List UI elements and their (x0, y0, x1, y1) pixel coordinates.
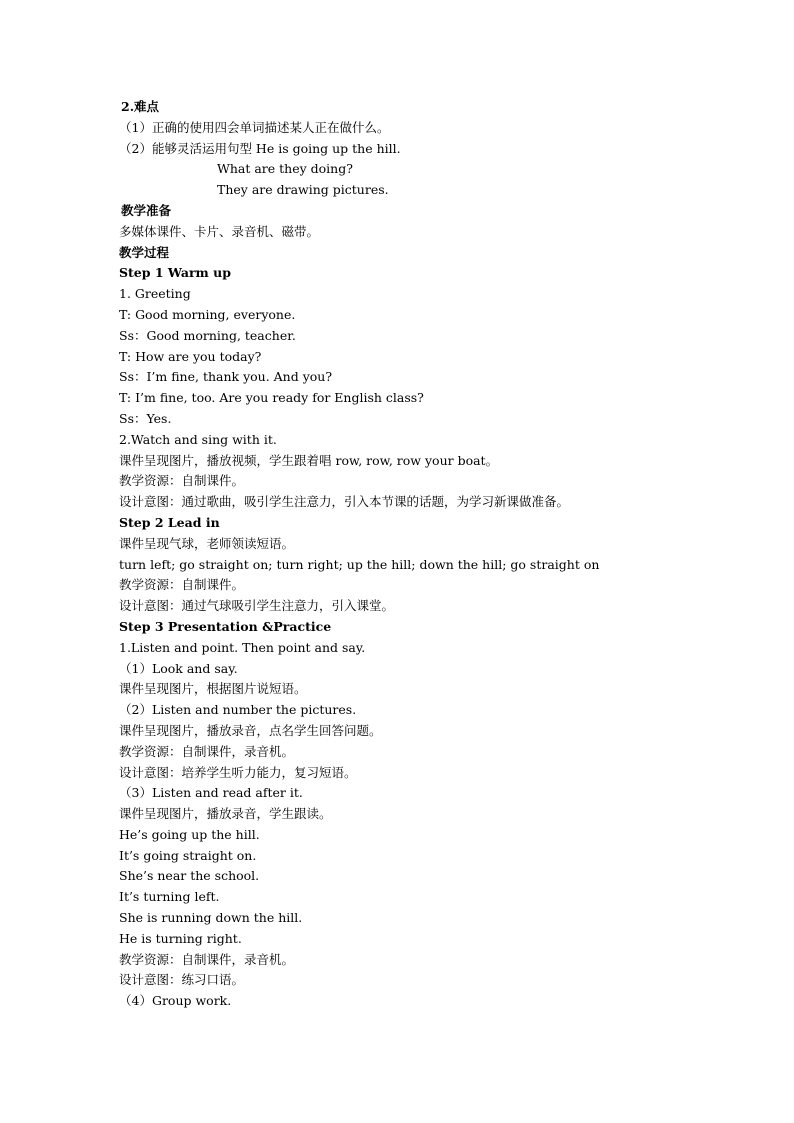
document-body (119, 97, 679, 1012)
dialogue-line: T: How are you today? (119, 348, 262, 364)
sentence-line: He’s going up the hill. (119, 826, 260, 842)
paragraph-line: 课件呈现图片，播放录音，学生跟读。 (119, 806, 332, 822)
paragraph-line: 课件呈现图片，播放录音，点名学生回答问题。 (119, 722, 382, 738)
dialogue-line: T: I’m fine, too. Are you ready for English class? (119, 390, 424, 406)
paragraph-line: 设计意图：通过气球吸引学生注意力，引入课堂。 (119, 598, 395, 614)
paragraph-line: （1）Look and say. (119, 660, 238, 676)
paragraph-line: 1.Listen and point. Then point and say. (119, 639, 366, 655)
paragraph-line: 教学资源：自制课件，录音机。 (119, 951, 295, 967)
dialogue-line: T: Good morning, everyone. (119, 306, 296, 322)
heading-process: 教学过程 (119, 244, 170, 260)
paragraph-line: 课件呈现气球，老师领读短语。 (119, 535, 295, 551)
paragraph-line: （2）Listen and number the pictures. (119, 702, 357, 718)
paragraph-line: 设计意图：练习口语。 (119, 972, 245, 988)
paragraph-line: （3）Listen and read after it. (119, 785, 303, 801)
heading-step-1: Step 1 Warm up (119, 265, 231, 281)
paragraph-line: 教学资源：自制课件。 (119, 577, 245, 593)
sentence-line: It’s going straight on. (119, 847, 257, 863)
paragraph-line: 教学资源：自制课件。 (119, 473, 245, 489)
paragraph-line: 2.Watch and sing with it. (119, 431, 277, 447)
paragraph-line: 课件呈现图片，根据图片说短语。 (119, 681, 307, 697)
paragraph-line: 设计意图：培养学生听力能力，复习短语。 (119, 764, 357, 780)
sentence-line: It’s turning left. (119, 889, 220, 905)
paragraph-line: 教学资源：自制课件，录音机。 (119, 743, 295, 759)
dialogue-line: Ss：Good morning, teacher. (119, 327, 296, 343)
heading-step-2: Step 2 Lead in (119, 514, 220, 530)
heading-step-3: Step 3 Presentation &Practice (119, 618, 332, 634)
dialogue-line: Ss：Yes. (119, 410, 172, 426)
sentence-pattern-line: What are they doing? (217, 161, 353, 177)
paragraph-line: 设计意图：通过歌曲，吸引学生注意力，引入本节课的话题，为学习新课做准备。 (119, 494, 570, 510)
sentence-pattern-line: They are drawing pictures. (217, 182, 389, 198)
paragraph-line: （4）Group work. (119, 993, 232, 1009)
paragraph-line: （2）能够灵活运用句型 He is going up the hill. (119, 140, 401, 156)
dialogue-line: Ss：I’m fine, thank you. And you? (119, 369, 333, 385)
heading-preparation: 教学准备 (121, 202, 172, 218)
paragraph-line: 多媒体课件、卡片、录音机、磁带。 (119, 223, 320, 239)
paragraph-line: 课件呈现图片，播放视频，学生跟着唱 row, row, row your boat。 (119, 452, 499, 468)
sentence-line: She’s near the school. (119, 868, 260, 884)
sentence-line: He is turning right. (119, 930, 242, 946)
paragraph-line: 1. Greeting (119, 286, 191, 302)
sentence-line: She is running down the hill. (119, 910, 303, 926)
heading-difficulties: 2.难点 (121, 99, 160, 114)
paragraph-line: （1）正确的使用四会单词描述某人正在做什么。 (119, 119, 390, 135)
paragraph-line: turn left; go straight on; turn right; up the hill; down the hill; go straight on (119, 556, 600, 572)
